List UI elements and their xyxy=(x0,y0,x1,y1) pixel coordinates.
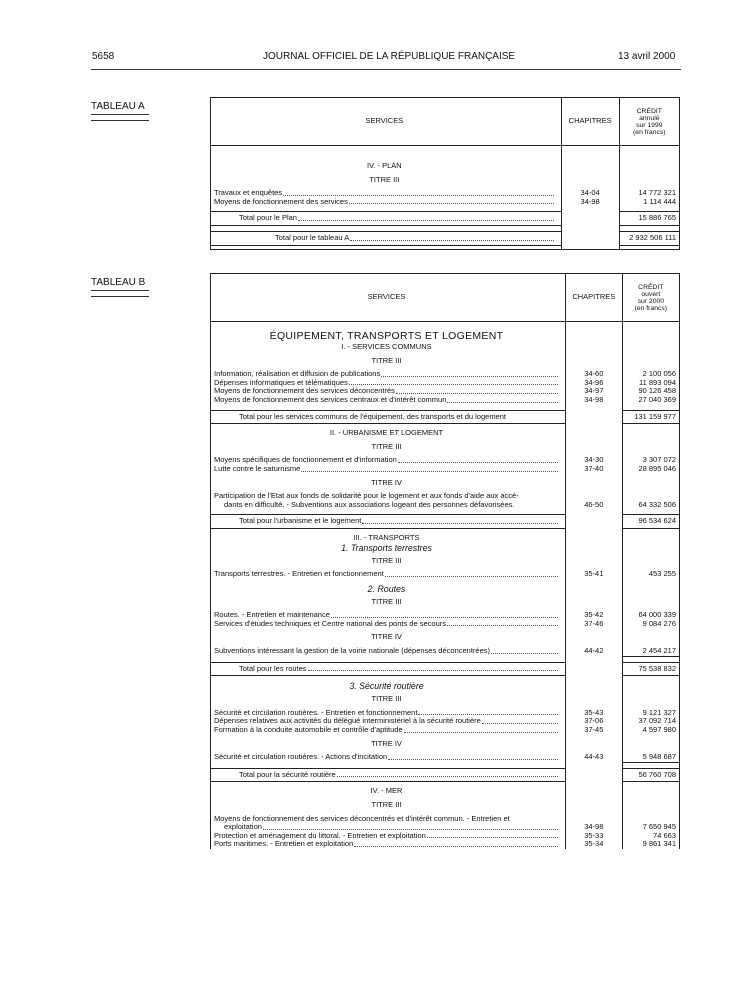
row-chapitre: 35-43 xyxy=(566,709,623,718)
row-label: Dépenses relatives aux activités du délégué interministériel à la sécurité routière xyxy=(214,716,481,726)
row-chapitre: 35-33 xyxy=(566,832,623,841)
total-row xyxy=(211,662,680,676)
row-label: Services d'études techniques et Centre national des ponts de secours xyxy=(214,618,446,628)
row-chapitre: 34-98 xyxy=(561,198,619,207)
row-label-line1: Moyens de fonctionnement des services déconcentrés et d'intérêt commun. - Entretien et xyxy=(214,813,510,823)
row-label: Formation à la conduite automobile et contrôle d'aptitude xyxy=(214,725,403,735)
table-row xyxy=(211,647,680,656)
row-label: Transports terrestres. - Entretien et fonctionnement xyxy=(214,569,384,579)
row-credit: 27 040 369 xyxy=(622,396,679,405)
row-credit: 2 454 217 xyxy=(622,647,679,656)
credit-h3: sur 1999 xyxy=(636,121,663,129)
row-label: Sécurité et circulation routières. - Entretien et fonctionnement xyxy=(214,707,418,717)
col-services-header: SERVICES xyxy=(211,274,566,322)
table-row xyxy=(211,492,680,509)
row-credit: 9 121 327 xyxy=(622,709,679,718)
section-title: III. - TRANSPORTS xyxy=(353,532,420,542)
row-chapitre: 34-97 xyxy=(566,387,623,396)
row-label: Protection et aménagement du littoral. - Entretien et exploitation xyxy=(214,830,426,840)
table-row xyxy=(211,726,680,735)
total-label: Total pour les routes xyxy=(239,663,307,673)
row-chapitre: 37-40 xyxy=(566,465,623,474)
row-label-line2: dants en difficulté. - Subventions aux associations logeant des personnes défavorisées. xyxy=(224,499,515,509)
tableau-b-underline-2 xyxy=(91,296,149,297)
row-chapitre: 34-30 xyxy=(566,456,623,465)
credit-h2: ouvert xyxy=(641,290,661,298)
subsection-title: 2. Routes xyxy=(367,583,406,594)
col-chapitres-header: CHAPITRES xyxy=(566,274,623,322)
table-row xyxy=(211,840,680,849)
row-chapitre: 46-50 xyxy=(566,492,623,509)
row-label-line1: Participation de l'Etat aux fonds de solidarité pour le logement et aux fonds d'aide aux accé- xyxy=(214,491,519,501)
total-label: Total pour les services communs de l'équipement, des transports et du logement xyxy=(211,410,566,424)
row-chapitre: 37-46 xyxy=(566,620,623,629)
titre-heading: TITRE III xyxy=(371,596,402,606)
row-chapitre: 44-43 xyxy=(566,753,623,762)
total-row xyxy=(211,231,680,245)
col-credit-header xyxy=(622,274,679,322)
row-label: Moyens spécifiques de fonctionnement et d'information xyxy=(214,455,397,465)
row-credit: 9 861 341 xyxy=(622,840,679,849)
total-credit: 96 534 624 xyxy=(622,515,679,529)
page-number: 5658 xyxy=(92,51,115,62)
row-credit: 5 948 687 xyxy=(622,753,679,762)
row-chapitre: 34-60 xyxy=(566,370,623,379)
titre-heading: TITRE III xyxy=(371,441,402,451)
total-credit: 131 159 977 xyxy=(622,410,679,424)
total-credit: 15 886 765 xyxy=(619,212,679,226)
table-row xyxy=(211,198,680,207)
row-credit: 9 084 276 xyxy=(622,620,679,629)
section-title: IV. - MER xyxy=(370,786,403,796)
credit-h3: sur 2000 xyxy=(637,297,665,305)
row-chapitre: 34-98 xyxy=(566,396,623,405)
row-credit: 3 307 072 xyxy=(622,456,679,465)
total-label: Total pour l'urbanisme et le logement xyxy=(239,516,362,526)
titre-heading: TITRE IV xyxy=(371,632,402,642)
row-credit: 14 772 321 xyxy=(619,189,679,198)
tableau-b xyxy=(210,273,680,849)
row-chapitre: 35-41 xyxy=(566,570,623,579)
row-credit: 1 114 444 xyxy=(619,198,679,207)
row-credit: 4 597 980 xyxy=(622,726,679,735)
subsection-title: 3. Sécurité routière xyxy=(349,681,424,692)
ministry-title: ÉQUIPEMENT, TRANSPORTS ET LOGEMENT xyxy=(269,330,504,342)
total-credit: 56 760 708 xyxy=(622,768,679,782)
section-title: II. - URBANISME ET LOGEMENT xyxy=(329,428,444,438)
section-plan: IV. - PLAN xyxy=(366,161,402,170)
total-row xyxy=(211,768,680,782)
row-label: Information, réalisation et diffusion de publications xyxy=(214,369,381,379)
tableau-a-underline xyxy=(91,114,149,115)
row-credit: 64 332 506 xyxy=(622,492,679,509)
row-chapitre: 34-96 xyxy=(566,379,623,388)
table-row xyxy=(211,620,680,629)
page-date: 13 avril 2000 xyxy=(618,51,676,62)
total-credit: 75 538 832 xyxy=(622,662,679,676)
tableau-b-underline xyxy=(91,290,149,291)
col-credit-header xyxy=(619,98,679,146)
table-row xyxy=(211,815,680,832)
row-label: Ports maritimes. - Entretien et exploitation xyxy=(214,839,354,849)
table-row xyxy=(211,396,680,405)
titre-heading: TITRE III xyxy=(371,355,402,365)
titre-heading: TITRE III xyxy=(371,694,402,704)
tableau-a-underline-2 xyxy=(91,120,149,121)
tableau-a xyxy=(210,97,680,250)
row-credit: 64 000 339 xyxy=(622,611,679,620)
col-services-header: SERVICES xyxy=(211,98,562,146)
row-chapitre: 44-42 xyxy=(566,647,623,656)
row-credit: 453 255 xyxy=(622,570,679,579)
total-label: Total pour la sécurité routière xyxy=(239,769,336,779)
row-credit: 11 893 094 xyxy=(622,379,679,388)
row-label: Sécurité et circulation routières. - Actions d'incitation xyxy=(214,752,388,762)
row-credit: 37 092 714 xyxy=(622,717,679,726)
header-rule xyxy=(91,69,681,70)
total-credit: 2 932 506 111 xyxy=(619,231,679,245)
row-label: Moyens de fonctionnement des services centraux et d'intérêt commun xyxy=(214,394,447,404)
titre-heading: TITRE IV xyxy=(371,738,402,748)
col-chapitres-header: CHAPITRES xyxy=(561,98,619,146)
section-title: I. - SERVICES COMMUNS xyxy=(341,342,432,351)
row-label: Routes. - Entretien et maintenance xyxy=(214,610,330,620)
titre-heading: TITRE III xyxy=(369,174,400,184)
row-credit: 74 663 xyxy=(622,832,679,841)
credit-h1: CRÉDIT xyxy=(636,107,662,115)
total-row xyxy=(211,515,680,529)
row-label: Subventions intéressant la gestion de la voirie nationale (dépenses déconcentrées) xyxy=(214,646,491,656)
journal-title: JOURNAL OFFICIEL DE LA RÉPUBLIQUE FRANÇAISE xyxy=(263,51,516,62)
credit-h2: annulé xyxy=(639,114,660,122)
row-label: Travaux et enquêtes xyxy=(214,188,283,198)
row-label: Moyens de fonctionnement des services déconcentrés xyxy=(214,386,395,396)
row-credit: 7 650 945 xyxy=(622,815,679,832)
titre-heading: TITRE IV xyxy=(371,477,402,487)
total-row xyxy=(211,212,680,226)
credit-h4: (en francs) xyxy=(633,128,666,136)
table-row xyxy=(211,465,680,474)
row-credit: 90 126 458 xyxy=(622,387,679,396)
row-label: Lutte contre le saturnisme xyxy=(214,463,301,473)
row-chapitre: 34-04 xyxy=(561,189,619,198)
subsection-title: 1. Transports terrestres xyxy=(341,542,432,553)
tableau-a-label: TABLEAU A xyxy=(91,101,145,112)
row-chapitre: 35-42 xyxy=(566,611,623,620)
total-label: Total pour le Plan xyxy=(239,213,297,223)
titre-heading: TITRE III xyxy=(371,555,402,565)
table-row xyxy=(211,570,680,579)
row-credit: 2 100 056 xyxy=(622,370,679,379)
total-row xyxy=(211,410,680,424)
row-chapitre: 37-06 xyxy=(566,717,623,726)
row-label: Moyens de fonctionnement des services xyxy=(214,196,348,206)
table-row xyxy=(211,753,680,762)
tableau-b-label: TABLEAU B xyxy=(91,277,146,288)
row-chapitre: 34-98 xyxy=(566,815,623,832)
total-label: Total pour le tableau A xyxy=(275,232,350,242)
row-chapitre: 37-45 xyxy=(566,726,623,735)
row-credit: 28 895 046 xyxy=(622,465,679,474)
titre-heading: TITRE III xyxy=(371,800,402,809)
row-label: Dépenses informatiques et télématiques xyxy=(214,377,348,387)
row-label-line2: exploitation xyxy=(224,822,262,832)
credit-h1: CRÉDIT xyxy=(638,283,664,291)
credit-h4: (en francs) xyxy=(634,304,668,312)
row-chapitre: 35-34 xyxy=(566,840,623,849)
